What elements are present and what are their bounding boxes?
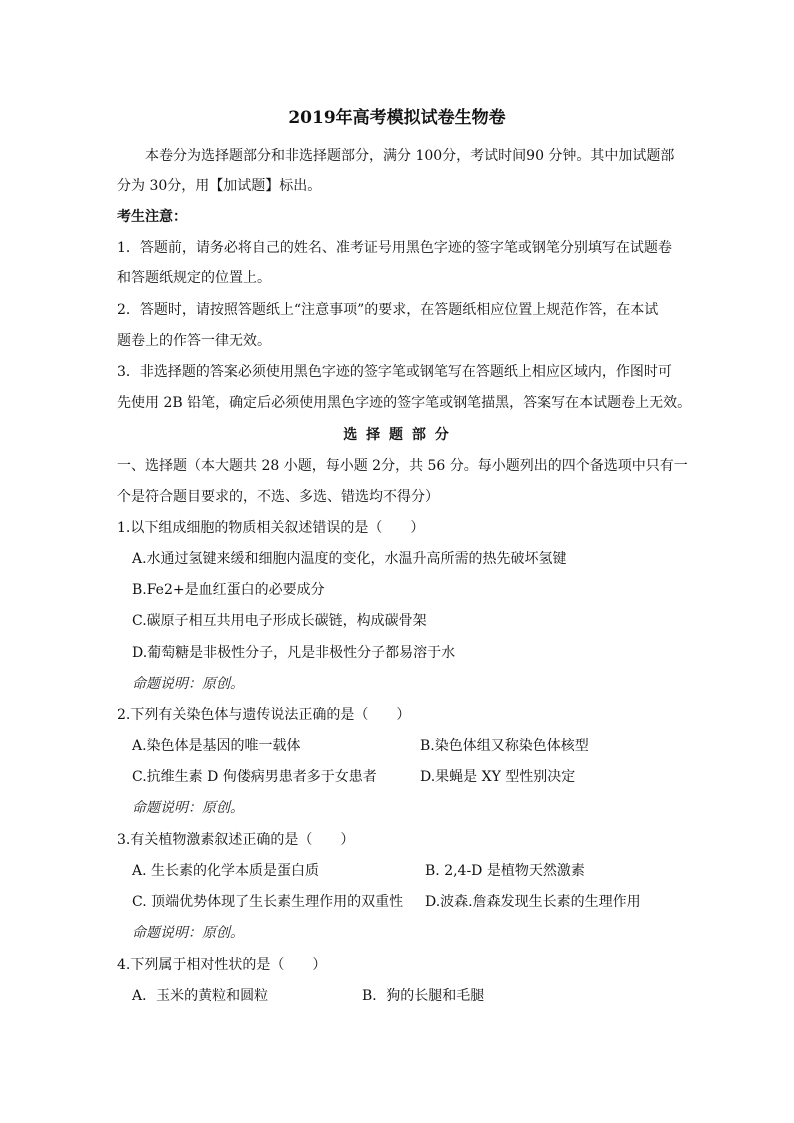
- question-1-option-b: B.Fe2+是血红蛋白的必要成分: [132, 582, 325, 598]
- question-4-stem: 4.下列属于相对性状的是（ ）: [117, 957, 327, 973]
- question-2-stem: 2.下列有关染色体与遗传说法正确的是（ ）: [117, 707, 411, 723]
- intro-line-1: 本卷分为选择题部分和非选择题部分，满分 100分，考试时间90 分钟。其中加试题部: [145, 148, 675, 164]
- part1-instructions-line-1: 一、选择题（本大题共 28 小题，每小题 2分，共 56 分。每小题列出的四个备选项中只有一: [117, 458, 688, 474]
- question-1-option-d: D.葡萄糖是非极性分子，凡是非极性分子都易溶于水: [132, 645, 456, 661]
- notice-item-3-line-1: 3．非选择题的答案必须使用黑色字迹的签字笔或钢笔写在答题纸上相应区域内，作图时可: [117, 364, 672, 380]
- question-3-option-b: B. 2,4-D 是植物天然激素: [425, 863, 585, 879]
- question-2-option-c: C.抗维生素 D 佝偻病男患者多于女患者: [132, 769, 377, 785]
- question-3-note: 命题说明：原创。: [132, 925, 244, 941]
- notice-item-2-line-1: 2．答题时，请按照答题纸上“注意事项”的要求，在答题纸相应位置上规范作答，在本试: [117, 302, 659, 318]
- question-1-stem: 1.以下组成细胞的物质相关叙述错误的是（ ）: [117, 520, 425, 536]
- notice-item-1-line-1: 1．答题前，请务必将自己的姓名、准考证号用黑色字迹的签字笔或钢笔分别填写在试题卷: [117, 240, 672, 256]
- section-title: 选 择 题 部 分: [343, 427, 451, 443]
- notice-item-2-line-2: 题卷上的作答一律无效。: [117, 333, 271, 349]
- question-3-option-c: C. 顶端优势体现了生长素生理作用的双重性: [132, 894, 404, 910]
- notice-item-1-line-2: 和答题纸规定的位置上。: [117, 270, 271, 286]
- question-2-option-b: B.染色体组又称染色体核型: [420, 738, 589, 754]
- question-2-option-a: A.染色体是基因的唯一载体: [132, 738, 301, 754]
- question-2-note: 命题说明：原创。: [132, 800, 244, 816]
- question-1-option-a: A.水通过氢键来缓和细胞内温度的变化，水温升高所需的热先破坏氢键: [132, 551, 567, 567]
- question-3-stem: 3.有关植物激素叙述正确的是（ ）: [117, 832, 355, 848]
- page-title: 2019年高考模拟试卷生物卷: [288, 108, 506, 128]
- notice-item-3-line-2: 先使用 2B 铅笔，确定后必须使用黑色字迹的签字笔或钢笔描黑，答案写在本试题卷上无效。: [117, 395, 692, 411]
- question-3-option-d: D.波森.詹森发现生长素的生理作用: [425, 894, 641, 910]
- question-3-option-a: A. 生长素的化学本质是蛋白质: [132, 863, 320, 879]
- notice-heading: 考生注意：: [117, 209, 187, 225]
- question-4-option-a: A．玉米的黄粒和圆粒: [132, 988, 269, 1004]
- question-1-option-c: C.碳原子相互共用电子形成长碳链，构成碳骨架: [132, 613, 427, 629]
- question-2-option-d: D.果蝇是 XY 型性别决定: [420, 769, 576, 785]
- intro-line-2: 分为 30分，用【加试题】标出。: [117, 178, 322, 194]
- question-4-option-b: B．狗的长腿和毛腿: [362, 988, 485, 1004]
- part1-instructions-line-2: 个是符合题目要求的，不选、多选、错选均不得分）: [117, 489, 439, 505]
- question-1-note: 命题说明：原创。: [132, 676, 244, 692]
